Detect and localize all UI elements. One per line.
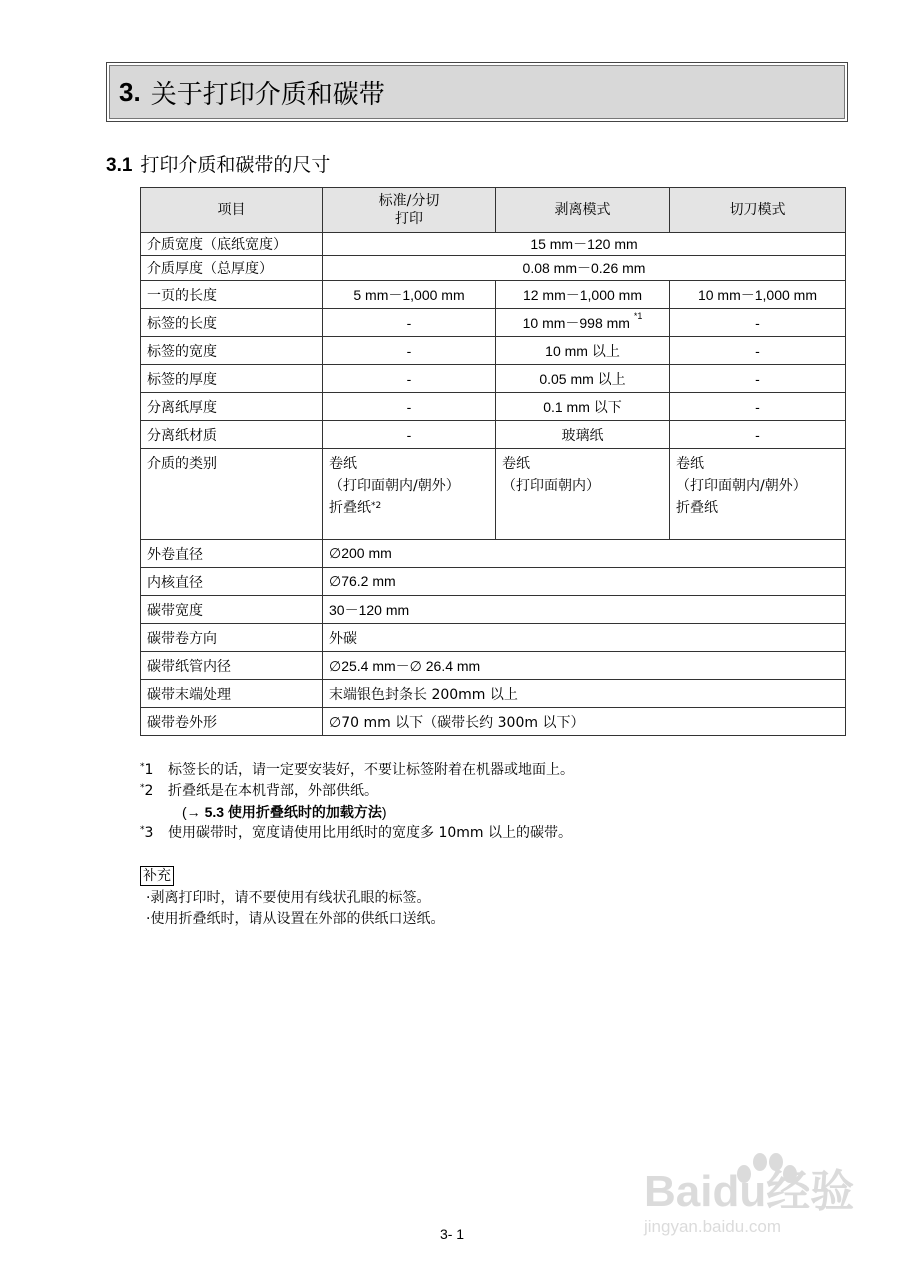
row-label: 介质的类别: [141, 449, 323, 540]
cross-reference-close: ): [381, 804, 387, 820]
footnotes: [140, 760, 574, 844]
supplement-title: 补充: [140, 866, 174, 886]
row-value: ∅70 mm 以下（碳带长约 300m 以下）: [323, 708, 846, 736]
row-value: 30－120 mm: [323, 596, 846, 624]
cell-cutter: 10 mm－1,000 mm: [670, 281, 846, 309]
footnote-star: *: [140, 783, 145, 793]
table-row: [141, 540, 846, 568]
spec-table: [140, 187, 846, 736]
cell-peel: 玻璃纸: [496, 421, 670, 449]
footnote-text: 使用碳带时，宽度请使用比用纸时的宽度多 10mm 以上的碳带。: [168, 825, 572, 841]
media-type-line: （打印面朝内/朝外）: [676, 478, 807, 494]
row-value: 15 mm－120 mm: [323, 233, 846, 256]
table-row: [141, 256, 846, 281]
footnote-star: *: [140, 825, 145, 835]
table-row: [141, 652, 846, 680]
cell-cutter: -: [670, 337, 846, 365]
chapter-heading: [106, 62, 848, 122]
header-cutter: 切刀模式: [670, 188, 846, 233]
chapter-title: 关于打印介质和碳带: [150, 79, 385, 110]
row-label: 介质厚度（总厚度）: [141, 256, 323, 281]
row-value: 外碳: [323, 624, 846, 652]
footnote-number: 2: [144, 783, 154, 799]
cell-cutter: -: [670, 365, 846, 393]
watermark-brand: Baidu经验: [644, 1167, 855, 1216]
cell-peel: 10 mm 以上: [496, 337, 670, 365]
media-type-line: [329, 497, 489, 519]
cell-cutter: -: [670, 421, 846, 449]
table-row: [141, 624, 846, 652]
cell-peel: [496, 449, 670, 540]
header-standard-line1: 标准/分切: [378, 193, 440, 209]
section-number: 3.1: [106, 155, 133, 176]
table-row: [141, 596, 846, 624]
cell-peel: 12 mm－1,000 mm: [496, 281, 670, 309]
row-label: 碳带纸管内径: [141, 652, 323, 680]
header-standard-line2: 打印: [395, 211, 423, 227]
header-peel: 剥离模式: [496, 188, 670, 233]
cell-standard: -: [323, 309, 496, 337]
footnote-mark: [140, 781, 168, 802]
row-value: 末端银色封条长 200mm 以上: [323, 680, 846, 708]
table-row: [141, 568, 846, 596]
media-type-line: 卷纸: [329, 456, 357, 472]
supplement-item: ·剥离打印时，请不要使用有线状孔眼的标签。: [146, 890, 431, 906]
footnote-ref: *1: [633, 310, 643, 321]
footnote-2: [140, 781, 574, 802]
footnote-number: 3: [144, 825, 154, 841]
row-value: ∅76.2 mm: [323, 568, 846, 596]
cell-cutter: [670, 449, 846, 540]
cross-reference-open: (→: [182, 804, 205, 820]
table-row: [141, 680, 846, 708]
supplement: [140, 866, 444, 930]
header-item: 项目: [141, 188, 323, 233]
row-value: ∅25.4 mm－∅ 26.4 mm: [323, 652, 846, 680]
row-label: 碳带宽度: [141, 596, 323, 624]
cell-peel-value: 10 mm－998 mm: [522, 314, 630, 331]
header-standard: [323, 188, 496, 233]
cell-peel: [496, 309, 670, 337]
row-label: 一页的长度: [141, 281, 323, 309]
watermark-url: jingyan.baidu.com: [644, 1217, 782, 1236]
supplement-item: ·使用折叠纸时，请从设置在外部的供纸口送纸。: [146, 911, 445, 927]
table-row: [141, 449, 846, 540]
table-row: [141, 233, 846, 256]
row-label: 碳带卷外形: [141, 708, 323, 736]
media-type-line: （打印面朝内）: [502, 478, 600, 494]
baidu-watermark-logo: [640, 1140, 870, 1240]
page-number: 3- 1: [439, 1226, 465, 1242]
table-row: [141, 421, 846, 449]
cross-reference[interactable]: [140, 802, 574, 823]
cell-cutter: -: [670, 309, 846, 337]
table-row: [141, 309, 846, 337]
table-row: [141, 281, 846, 309]
row-label: 标签的厚度: [141, 365, 323, 393]
cell-standard: -: [323, 421, 496, 449]
cell-standard: -: [323, 337, 496, 365]
row-label: 外卷直径: [141, 540, 323, 568]
footnote-text: 标签长的话，请一定要安装好，不要让标签附着在机器或地面上。: [168, 762, 574, 778]
row-label: 分离纸厚度: [141, 393, 323, 421]
cell-standard: [323, 449, 496, 540]
row-value: 0.08 mm－0.26 mm: [323, 256, 846, 281]
cell-cutter: -: [670, 393, 846, 421]
row-label: 内核直径: [141, 568, 323, 596]
row-label: 介质宽度（底纸宽度）: [141, 233, 323, 256]
cell-standard: 5 mm－1,000 mm: [323, 281, 496, 309]
footnote-mark: [140, 823, 168, 844]
row-label: 标签的宽度: [141, 337, 323, 365]
row-label: 标签的长度: [141, 309, 323, 337]
footnote-star: *: [140, 762, 145, 772]
footnote-mark: [140, 760, 168, 781]
cell-peel: 0.05 mm 以上: [496, 365, 670, 393]
row-label: 碳带末端处理: [141, 680, 323, 708]
cell-standard: -: [323, 393, 496, 421]
table-row: [141, 393, 846, 421]
media-type-line: 卷纸: [502, 456, 530, 472]
section-heading: [106, 150, 330, 177]
row-label: 碳带卷方向: [141, 624, 323, 652]
table-row: [141, 337, 846, 365]
row-label: 分离纸材质: [141, 421, 323, 449]
footnote-text: 折叠纸是在本机背部，外部供纸。: [168, 783, 378, 799]
cell-peel: 0.1 mm 以下: [496, 393, 670, 421]
media-type-line: 折叠纸: [676, 500, 718, 516]
table-row: [141, 365, 846, 393]
table-header-row: [141, 188, 846, 233]
footnote-1: [140, 760, 574, 781]
chapter-number: 3.: [119, 76, 141, 107]
cell-standard: -: [323, 365, 496, 393]
section-title: 打印介质和碳带的尺寸: [140, 154, 331, 176]
footnote-ref: *2: [371, 501, 382, 511]
media-type-line: 卷纸: [676, 456, 704, 472]
media-type-line: （打印面朝内/朝外）: [329, 478, 460, 494]
footnote-3: [140, 823, 574, 844]
media-type-text: 折叠纸: [329, 500, 371, 516]
row-value: ∅200 mm: [323, 540, 846, 568]
table-row: [141, 708, 846, 736]
cross-reference-target[interactable]: 5.3 使用折叠纸时的加载方法: [204, 804, 382, 820]
footnote-number: 1: [144, 762, 154, 778]
